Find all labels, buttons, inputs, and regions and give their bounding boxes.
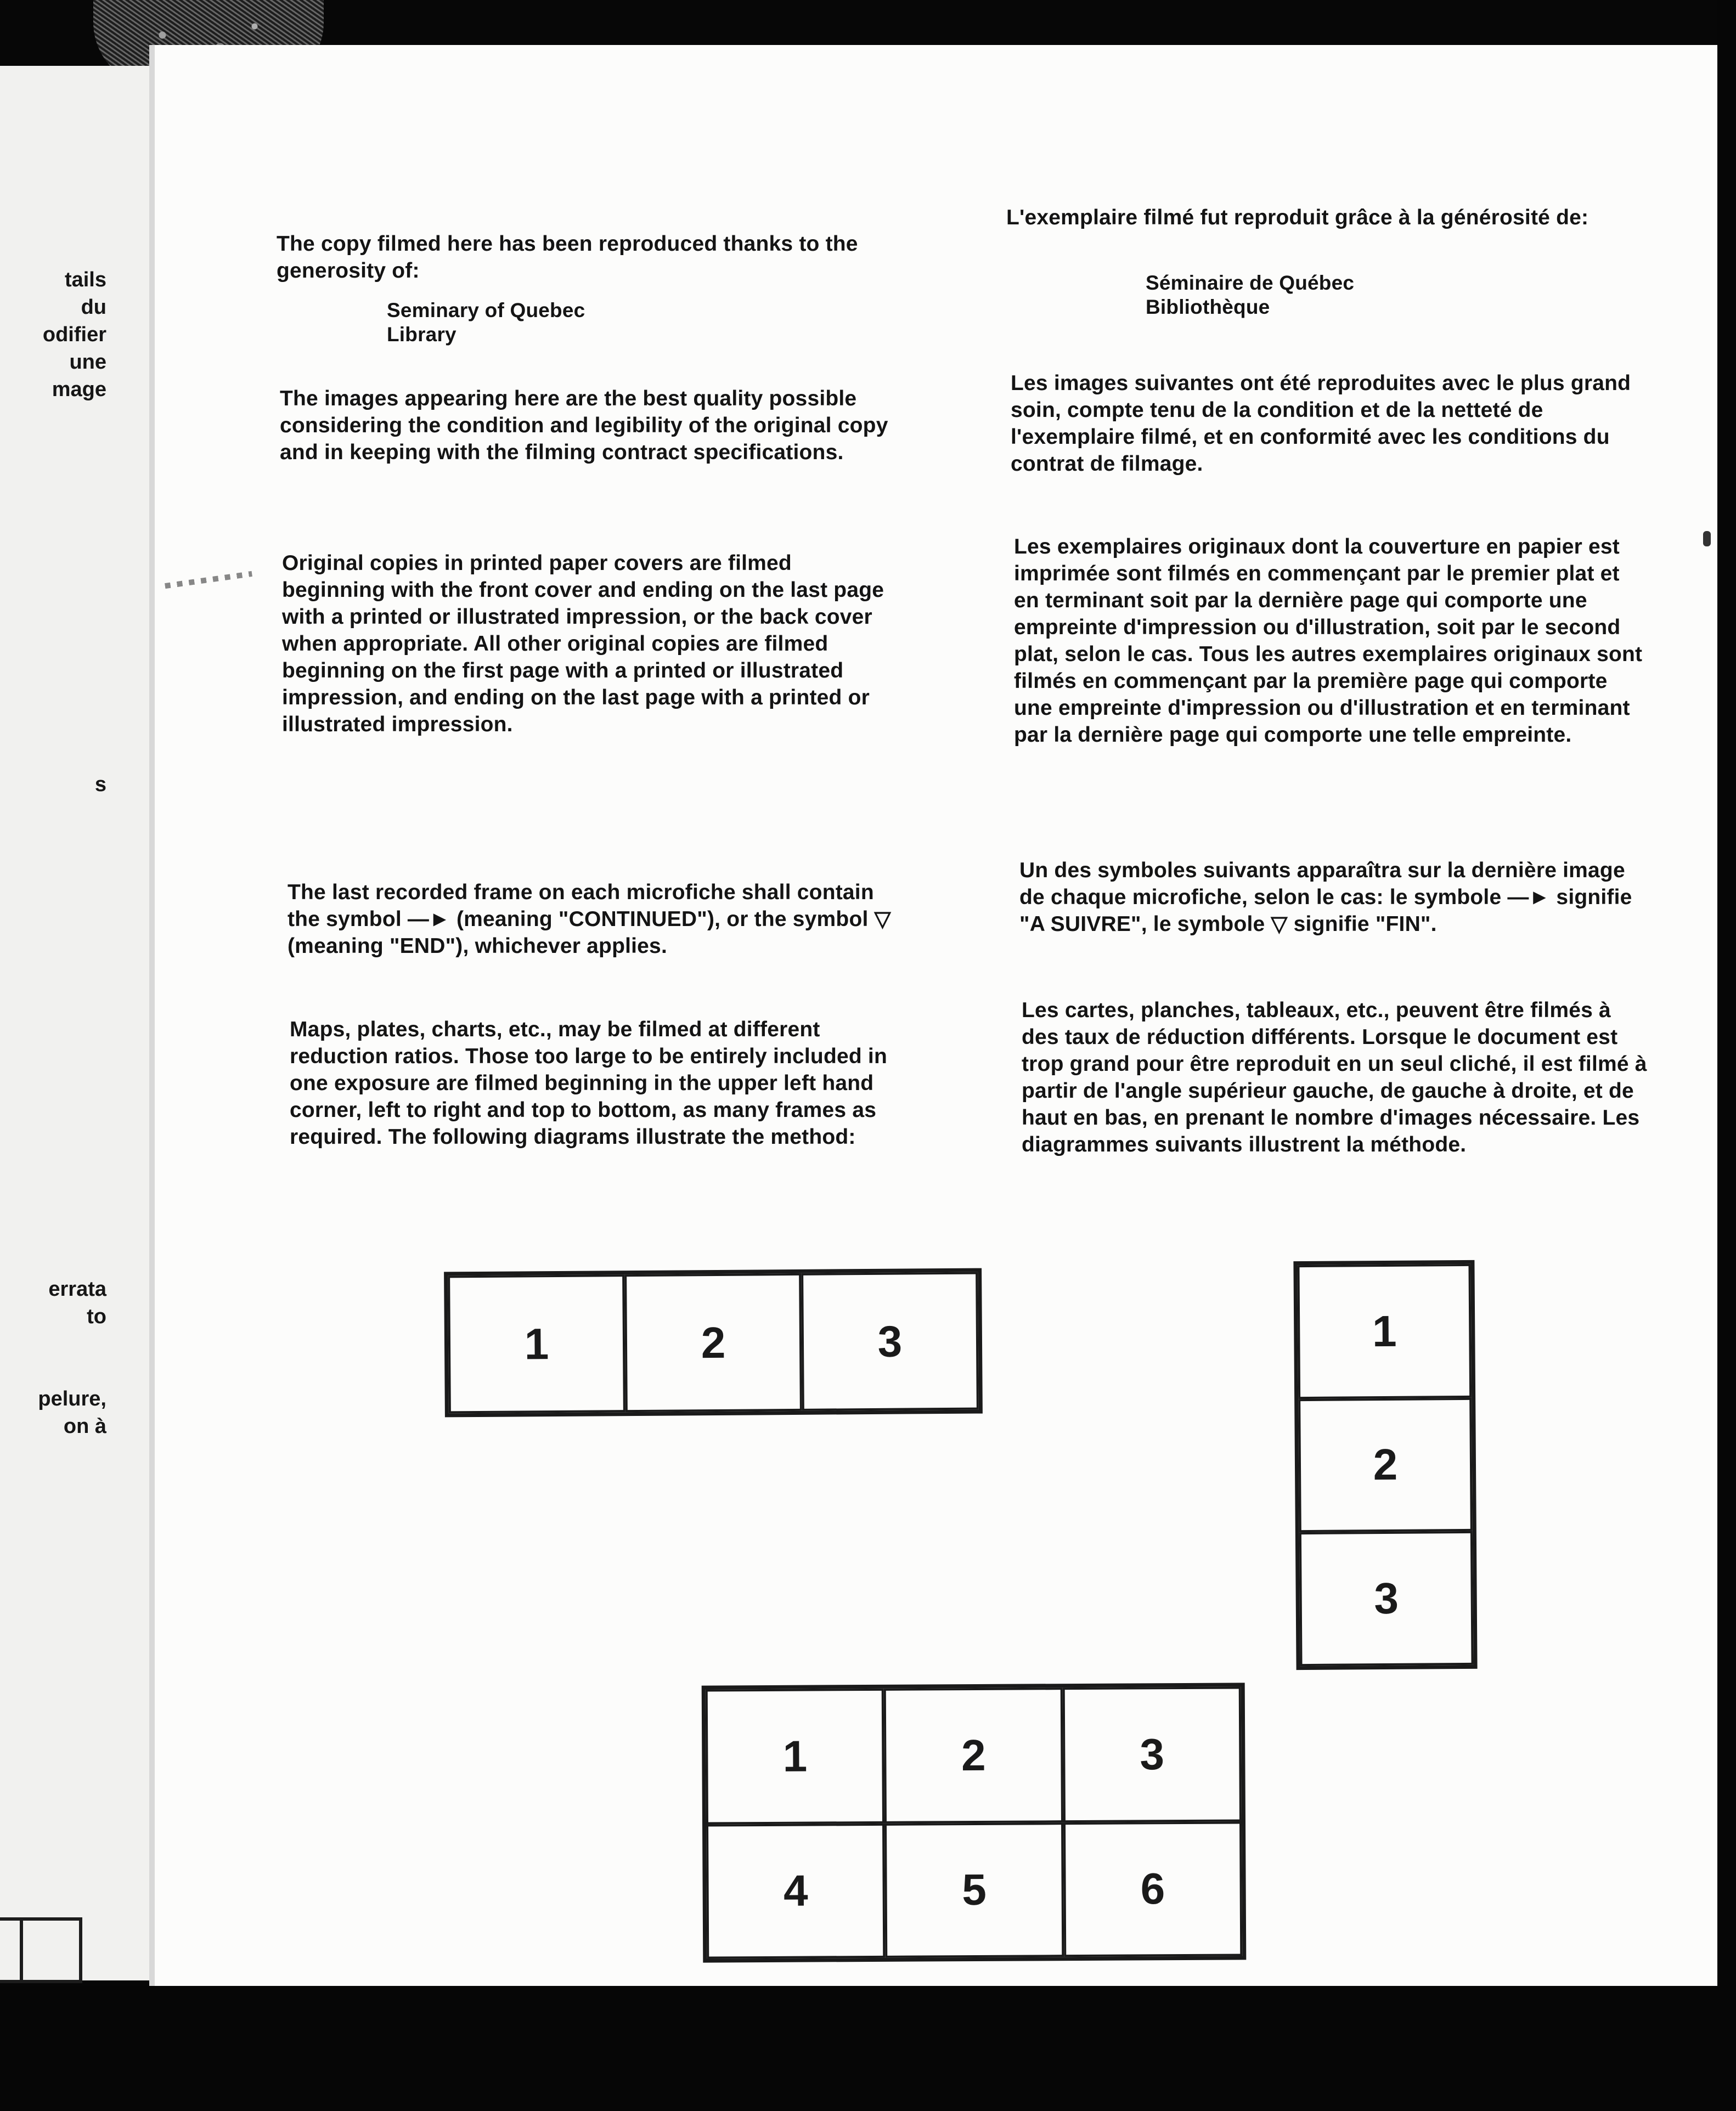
left-fragment: errata xyxy=(48,1278,106,1301)
left-fragment: on à xyxy=(63,1415,106,1438)
frame-cell: 1 xyxy=(706,1689,885,1824)
french-institution-library: Bibliothèque xyxy=(1146,296,1270,318)
frame-cell: 3 xyxy=(1299,1531,1474,1666)
left-fragment: une xyxy=(69,351,106,374)
frame-cell: 4 xyxy=(706,1823,886,1958)
english-symbols-paragraph: The last recorded frame on each microfiche shall contain the symbol —► (meaning "CONTINUED"), or the symbol ▽ (meaning "END"), whichever applies. xyxy=(288,880,891,958)
english-quality-paragraph: The images appearing here are the best quality possible considering the condition and legibility of the original copy and in keeping with the filming contract specifications. xyxy=(280,387,888,464)
french-maps-paragraph: Les cartes, planches, tableaux, etc., peuvent être filmés à des taux de réduction différents. Lorsque le document est trop grand pour être reproduit en un seul cliché, il est filmé à partir de l'angle supérieur gauche, de gauche à droite, et de haut en bas, en prenant le nombre d'images nécessaire. Les diagrammes suivants illustrent la méthode. xyxy=(1022,998,1647,1156)
english-intro: The copy filmed here has been reproduced thanks to the generosity of: xyxy=(277,232,858,283)
reduction-target-grid xyxy=(0,1917,82,1983)
frame-cell: 6 xyxy=(1063,1821,1243,1957)
french-intro: L'exemplaire filmé fut reproduit grâce à la générosité de: xyxy=(1006,206,1589,229)
diagram-grid-frames xyxy=(702,1683,1247,1962)
english-institution-name: Seminary of Quebec xyxy=(387,299,585,321)
left-fragment: odifier xyxy=(42,323,106,346)
scan-mark xyxy=(165,571,252,589)
frame-cell: 1 xyxy=(1297,1264,1472,1399)
scan-speck xyxy=(1703,531,1711,546)
right-border xyxy=(1717,0,1736,2111)
frame-cell: 2 xyxy=(1298,1398,1473,1533)
left-fragment: to xyxy=(87,1305,106,1328)
left-fragment: pelure, xyxy=(38,1387,106,1410)
english-institution-library: Library xyxy=(387,323,456,346)
previous-page-edge xyxy=(0,66,153,1980)
frame-cell: 3 xyxy=(1062,1686,1242,1822)
french-quality-paragraph: Les images suivantes ont été reproduites avec le plus grand soin, compte tenu de la condition et de la netteté de l'exemplaire filmé, et en conformité avec les conditions du contrat de filmage. xyxy=(1011,371,1631,476)
left-fragment: tails xyxy=(64,268,106,291)
french-originals-paragraph: Les exemplaires originaux dont la couverture en papier est imprimée sont filmés en commençant par le premier plat et en terminant soit par la dernière page qui comporte une empreinte d'impression ou d'illustration, soit par le second plat, selon le cas. Tous les autres exemplaires originaux sont filmés en commençant par la première page qui comporte une empreinte d'impression ou d'illustration et en terminant par la dernière page qui comporte une telle empreinte. xyxy=(1014,535,1643,747)
diagram-vertical-frames xyxy=(1293,1260,1477,1670)
english-originals-paragraph: Original copies in printed paper covers are filmed beginning with the front cover and ending on the last page with a printed or illustrated impression, or the back cover when appropriate. All other original copies are filmed beginning on the first page with a printed or illustrated impression, and ending on the last page with a printed or illustrated impression. xyxy=(282,551,884,736)
left-fragment: mage xyxy=(52,378,106,401)
french-symbols-paragraph: Un des symboles suivants apparaîtra sur la dernière image de chaque microfiche, selon le cas: le symbole —► signifie "A SUIVRE", le symbole ▽ signifie "FIN". xyxy=(1019,859,1632,936)
left-fragment: s xyxy=(94,773,106,796)
english-maps-paragraph: Maps, plates, charts, etc., may be filmed at different reduction ratios. Those too large to be entirely included in one exposure are filmed beginning in the upper left hand corner, left to right and top to bottom, as many frames as required. The following diagrams illustrate the method: xyxy=(290,1018,887,1149)
left-fragment: du xyxy=(81,296,106,319)
frame-cell: 2 xyxy=(624,1273,802,1412)
french-institution-name: Séminaire de Québec xyxy=(1146,272,1355,294)
frame-cell: 2 xyxy=(884,1687,1063,1823)
bottom-border xyxy=(0,1986,1736,2111)
frame-cell: 1 xyxy=(448,1274,625,1413)
frame-cell: 3 xyxy=(801,1272,979,1411)
diagram-horizontal-frames xyxy=(444,1268,983,1418)
frame-cell: 5 xyxy=(884,1822,1064,1958)
